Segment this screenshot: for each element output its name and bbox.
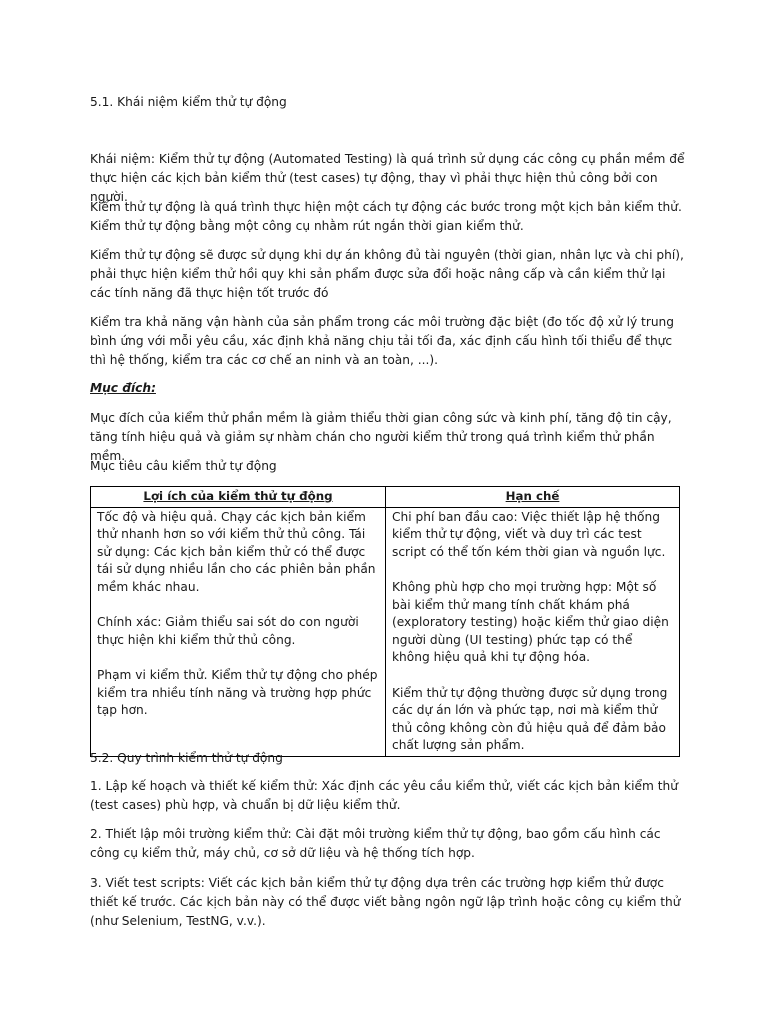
paragraph-usage: Kiểm thử tự động sẽ được sử dụng khi dự án không đủ tài nguyên (thời gian, nhân lực và chi phí), phải thực hiện kiểm thử hồi quy khi sản phẩm được sửa đổi hoặc nâng cấp và cần kiểm thử lại các tính năng đã thực hiện tốt trước đó (90, 248, 684, 300)
section-heading-5-2: 5.2. Quy trình kiểm thử tự động (90, 751, 283, 765)
limitations-cell (386, 507, 680, 756)
table-header-row (91, 487, 680, 508)
comparison-table (90, 486, 680, 757)
step-1: 1. Lập kế hoạch và thiết kế kiểm thử: Xác định các yêu cầu kiểm thử, viết các kịch bản kiểm thử (test cases) phù hợp, và chuẩn bị dữ liệu kiểm thử. (90, 779, 678, 812)
benefit-speed: Tốc độ và hiệu quả. Chạy các kịch bản kiểm thử nhanh hơn so với kiểm thử thủ công. Tái sử dụng: Các kịch bản kiểm thử có thể được tái sử dụng nhiều lần cho các phiên bản phần mềm khác nhau. (97, 509, 376, 594)
limitation-cost: Chi phí ban đầu cao: Việc thiết lập hệ thống kiểm thử tự động, viết và duy trì các test script có thể tốn kém thời gian và nguồn lực. (392, 509, 666, 559)
section-heading-5-1: 5.1. Khái niệm kiểm thử tự động (90, 95, 287, 109)
benefit-accuracy: Chính xác: Giảm thiểu sai sót do con người thực hiện khi kiểm thử thủ công. (97, 615, 359, 647)
limitation-scope: Không phù hợp cho mọi trường hợp: Một số bài kiểm thử mang tính chất khám phá (exploratory testing) hoặc kiểm thử giao diện người dùng (UI testing) phức tạp có thể không hiệu quả khi tự động hóa. (392, 579, 669, 665)
limitation-usage: Kiểm thử tự động thường được sử dụng trong các dự án lớn và phức tạp, nơi mà kiểm thử thủ công không còn đủ hiệu quả để đảm bảo chất lượng sản phẩm. (392, 685, 668, 753)
benefits-cell (91, 507, 386, 756)
benefit-coverage: Phạm vi kiểm thử. Kiểm thử tự động cho phép kiểm tra nhiều tính năng và trường hợp phức tạp hơn. (97, 667, 378, 718)
purpose-heading (90, 379, 690, 398)
paragraph-goal: Mục tiêu câu kiểm thử tự động (90, 459, 277, 473)
header-limitations: Hạn chế (386, 487, 680, 508)
table-row (91, 507, 680, 756)
paragraph-definition: Khái niệm: Kiểm thử tự động (Automated Testing) là quá trình sử dụng các công cụ phần mềm để thực hiện các kịch bản kiểm thử (test cases) tự động, thay vì phải thực hiện thủ công bởi con người. (90, 152, 685, 204)
paragraph-process: Kiểm thử tự động là quá trình thực hiện một cách tự động các bước trong một kịch bản kiểm thử. Kiểm thử tự động bằng một công cụ nhằm rút ngắn thời gian kiểm thử. (90, 200, 682, 233)
paragraph-operability: Kiểm tra khả năng vận hành của sản phẩm trong các môi trường đặc biệt (đo tốc độ xử lý trung bình ứng với mỗi yêu cầu, xác định khả năng chịu tải tối đa, xác định cấu hình tối thiểu để thực thì hệ thống, kiểm tra các cơ chế an ninh và an toàn, ...). (90, 315, 675, 367)
step-2: 2. Thiết lập môi trường kiểm thử: Cài đặt môi trường kiểm thử tự động, bao gồm cấu hình các công cụ kiểm thử, máy chủ, cơ sở dữ liệu và hệ thống tích hợp. (90, 827, 661, 860)
header-benefits: Lợi ích của kiểm thử tự động (91, 487, 386, 508)
step-3: 3. Viết test scripts: Viết các kịch bản kiểm thử tự động dựa trên các trường hợp kiểm thử được thiết kế trước. Các kịch bản này có thể được viết bằng ngôn ngữ lập trình hoặc công cụ kiểm thử (như Selenium, TestNG, v.v.). (90, 876, 681, 928)
purpose-heading-text: Mục đích: (90, 381, 156, 395)
paragraph-purpose: Mục đích của kiểm thử phần mềm là giảm thiểu thời gian công sức và kinh phí, tăng độ tin cậy, tăng tính hiệu quả và giảm sự nhàm chán cho người kiểm thử trong quá trình kiểm thử phần mềm. (90, 411, 672, 463)
